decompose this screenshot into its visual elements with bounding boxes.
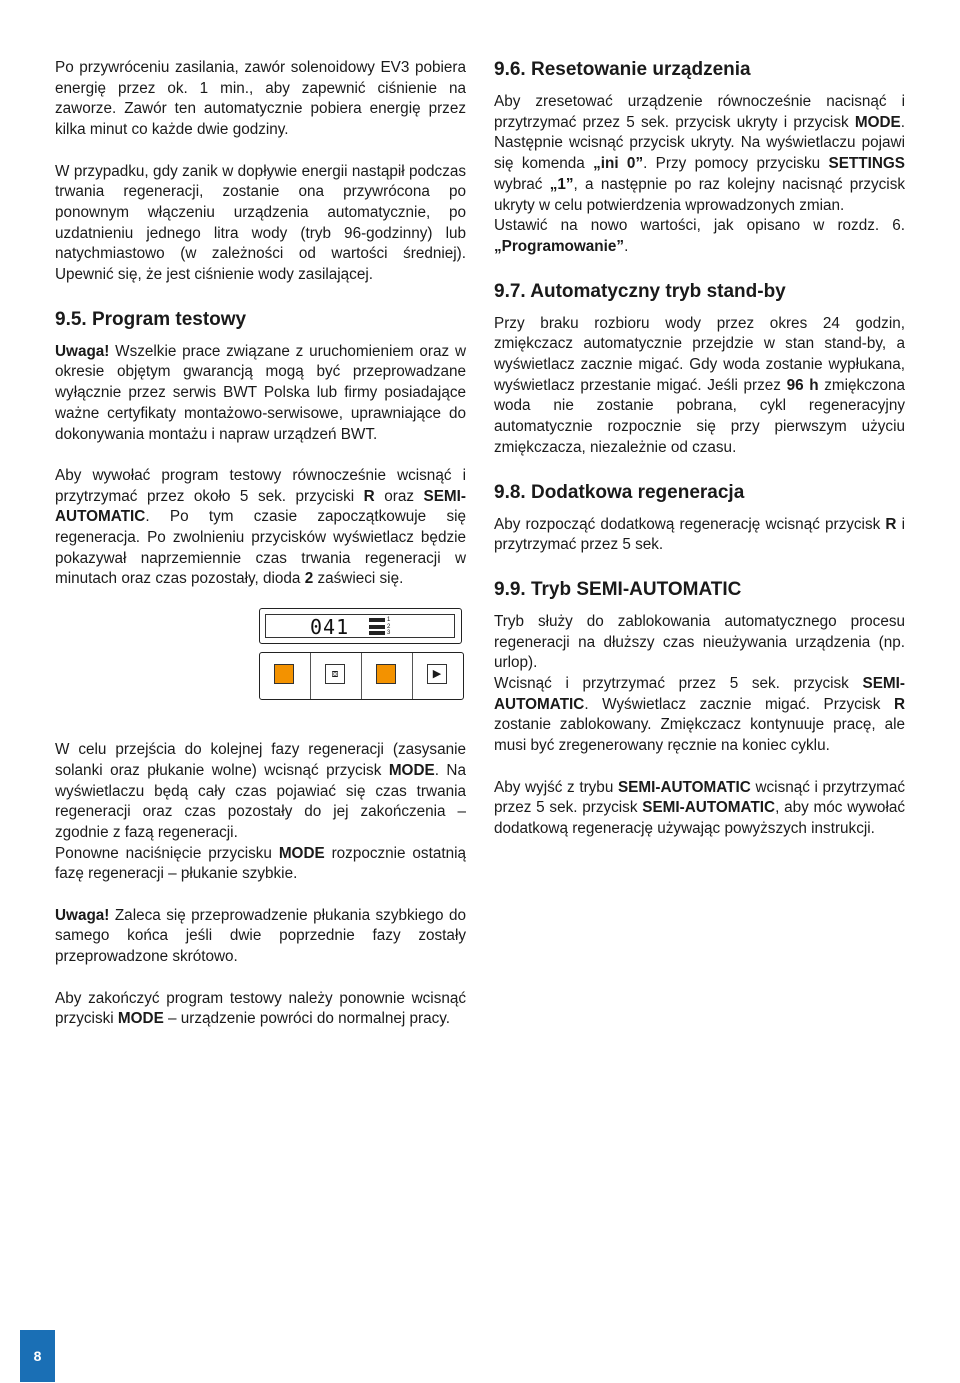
heading-9-8: 9.8. Dodatkowa regeneracja bbox=[494, 481, 745, 503]
warning-label: Uwaga! bbox=[55, 342, 110, 360]
right-column bbox=[494, 58, 905, 840]
paragraph-standby: Przy braku rozbioru wody przez okres 24 godzin, zmiękczacz automatycznie przejdzie w stan stand-by, a wyświetlacz zacznie migać. Gdy woda zostanie wypłukana, wyświetlacz przestanie migać. Jeśli przez 96 h zmiękczona woda nie zostanie pobrana, cykl regeneracyjny automatycznie rozpocznie się przy pierwszym użyciu zmiękczacza, niezależnie od czasu. bbox=[494, 314, 905, 456]
paragraph-semi-exit: Aby wyjść z trybu SEMI-AUTOMATIC wcisnąć i przytrzymać przez 5 sek. przycisk SEMI-AUTOMATIC, aby móc wywołać dodatkową regenerację używając powyższych instrukcji. bbox=[494, 778, 905, 837]
paragraph-power-restore: Po przywróceniu zasilania, zawór solenoidowy EV3 pobiera energię przez ok. 1 min., aby zapewnić ciśnienie na zaworze. Zawór ten automatycznie pobiera energię przez kilka minut co każde dwie godziny. bbox=[55, 59, 466, 139]
display-frame bbox=[259, 608, 462, 644]
paragraph-reset: Aby zresetować urządzenie równocześnie nacisnąć i przytrzymać przez 5 sek. przycisk ukryty i przycisk MODE. Następnie wcisnąć przycisk ukryty. Na wyświetlaczu pojawi się komenda „ini 0”. Przy pomocy przycisku SETTINGS wybrać „1”, a następnie po raz kolejny nacisnąć przycisk ukryty w celu potwierdzenia wprowadzonych zmian. bbox=[494, 93, 906, 214]
led-indicators bbox=[369, 617, 390, 637]
page-number-badge: 8 bbox=[20, 1330, 55, 1382]
paragraph-extra-regen: Aby rozpocząć dodatkową regenerację wcisnąć przycisk R i przytrzymać przez 5 sek. bbox=[494, 515, 905, 554]
paragraph-warning-1: Uwaga! Wszelkie prace związane z uruchomieniem oraz w okresie objętym gwarancją mogą być przeprowadzane wyłącznie przez serwis BWT Polska lub firmy posiadające ważne certyfikaty montażowo-serwisowe, uprawniające do dokonywania montażu i napraw urządzeń BWT. bbox=[55, 342, 466, 443]
paragraph-mode-again: Ponowne naciśnięcie przycisku MODE rozpocznie ostatnią fazę regeneracji – płukanie szybkie. bbox=[55, 844, 466, 883]
led-2: 2 bbox=[369, 624, 390, 631]
orange-button-icon bbox=[376, 664, 396, 684]
heading-9-7: 9.7. Automatyczny tryb stand-by bbox=[494, 280, 786, 302]
heading-9-5: 9.5. Program testowy bbox=[55, 308, 247, 330]
paragraph-test-program: Aby wywołać program testowy równocześnie wcisnąć i przytrzymać przez około 5 sek. przyciski R oraz SEMI-AUTOMATIC. Po tym czasie zapoczątkowuje się regeneracja. Po zwolnieniu przycisków wyświetlacz będzie pokazywał naprzemiennie czas trwania regeneracji w minutach oraz czas pozostały, dioda 2 zaświeci się. bbox=[55, 466, 466, 588]
regeneration-button-icon: ⧈ bbox=[325, 664, 345, 684]
paragraph-warning-2: Uwaga! Zaleca się przeprowadzenie płukania szybkiego do samego końca jeśli dwie poprzednie fazy zostały przeprowadzone skrótowo. bbox=[55, 906, 466, 966]
orange-button-icon bbox=[274, 664, 294, 684]
display-digits: 041 bbox=[310, 615, 350, 640]
heading-9-6: 9.6. Resetowanie urządzenia bbox=[494, 59, 751, 80]
heading-9-9: 9.9. Tryb SEMI-AUTOMATIC bbox=[494, 578, 742, 600]
paragraph-end-test: Aby zakończyć program testowy należy ponownie wcisnąć przyciski MODE – urządzenie powróci do normalnej pracy. bbox=[55, 989, 466, 1028]
paragraph-power-loss: W przypadku, gdy zanik w dopływie energii nastąpił podczas trwania regeneracji, zostanie ona przywrócona po ponownym włączeniu urządzenia automatycznie, po uzdatnieniu jednego litra wody (tryb 96-godzinny) lub natychmiastowo (w zależności od wartości średniej). Upewnić się, że jest ciśnienie wody zasilającej. bbox=[55, 162, 466, 284]
key-3 bbox=[362, 653, 413, 699]
led-1: 1 bbox=[369, 617, 390, 624]
paragraph-reprogram: Ustawić na nowo wartości, jak opisano w rozdz. 6. „Programowanie”. bbox=[494, 217, 905, 255]
control-panel-illustration bbox=[259, 608, 464, 700]
key-4 bbox=[413, 653, 463, 699]
paragraph-next-phase: W celu przejścia do kolejnej fazy regeneracji (zasysanie solanki oraz płukanie wolne) wcisnąć przycisk MODE. Na wyświetlaczu będą cały czas pojawiać się czas trwania regeneracji oraz czas pozostały do jej zakończenia – zgodnie z fazą regeneracji. bbox=[55, 741, 466, 841]
led-3: 3 bbox=[369, 630, 390, 637]
key-1 bbox=[260, 653, 311, 699]
play-button-icon: ▶ bbox=[427, 664, 447, 684]
key-2 bbox=[311, 653, 362, 699]
button-row bbox=[259, 652, 464, 700]
paragraph-semi-purpose: Tryb służy do zablokowania automatycznego procesu regeneracji na dłuższy czas nieużywania urządzenia (np. urlop). bbox=[494, 612, 905, 672]
left-column bbox=[55, 58, 466, 1030]
paragraph-semi-enable: Wcisnąć i przytrzymać przez 5 sek. przycisk SEMI-AUTOMATIC. Wyświetlacz zacznie migać. Przycisk R zostanie zablokowany. Zmiękczacz kontynuuje pracę, ale musi być zregenerowany ręcznie na koniec cyklu. bbox=[494, 675, 905, 755]
display-screen bbox=[265, 614, 455, 638]
